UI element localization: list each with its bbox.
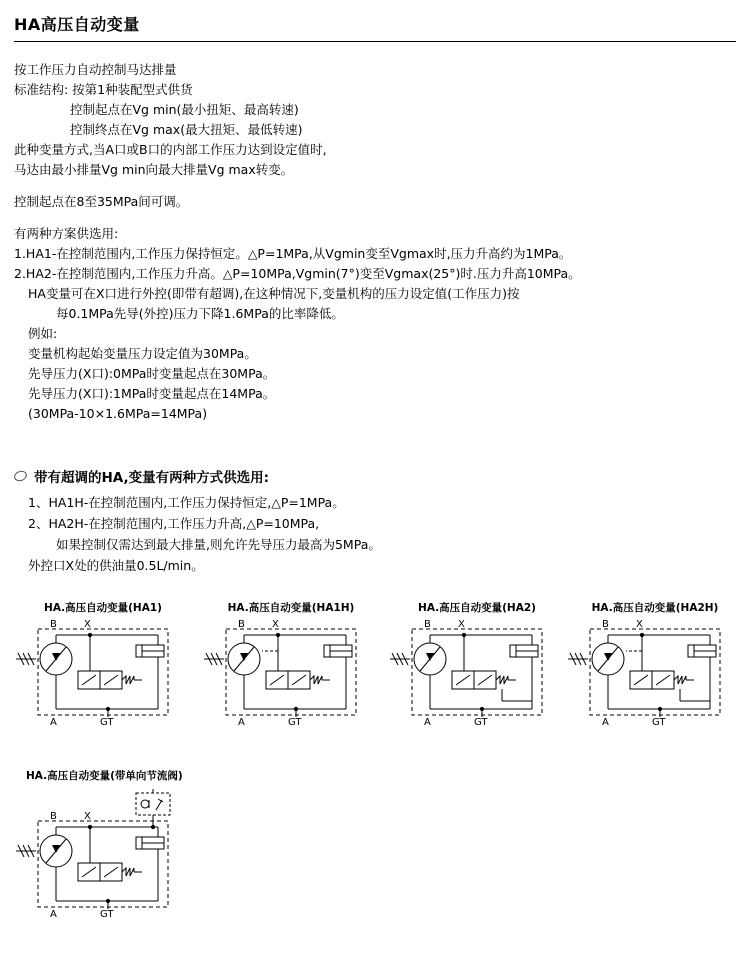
port-label-gt: GT: [100, 717, 114, 728]
intro-line-5: 此种变量方式,当A口或B口的内部工作压力达到设定值时,: [14, 142, 327, 157]
diagram-check-throttle-valve: [8, 768, 218, 929]
scheme-item-2a: HA变量可在X口进行外控(即带有超调),在这种情况下,变量机构的压力设定值(工作压力)按: [28, 286, 520, 301]
diagram-caption: HA.高压自动变量(带单向节流阀): [26, 770, 183, 782]
section-item-1: 1、HA1H-在控制范围内,工作压力保持恒定,△P=1MPa。: [28, 495, 345, 510]
intro-line-7: 控制起点在8至35MPa间可调。: [14, 194, 189, 209]
intro-line-3: 控制起点在Vg min(最小扭矩、最高转速): [70, 102, 299, 117]
port-label-gt: GT: [652, 717, 666, 728]
example-head: 例如:: [28, 326, 58, 341]
hydraulic-schematic-svg: [560, 621, 750, 731]
example-line-1: 变量机构起始变量压力设定值为30MPa。: [28, 346, 257, 361]
hydraulic-schematic-svg: [382, 621, 572, 731]
port-label-gt: GT: [288, 717, 302, 728]
port-label-b: B: [602, 619, 609, 630]
intro-line-2: 标准结构: 按第1种装配型式供货: [14, 82, 193, 97]
scheme-item-1: 1.HA1-在控制范围内,工作压力保持恒定。△P=1MPa,从Vgmin变至Vgmax时,压力升高约为1MPa。: [14, 246, 572, 261]
example-line-2: 先导压力(X口):0MPa时变量起点在30MPa。: [28, 366, 276, 381]
port-label-a: A: [50, 909, 57, 920]
diagram-ha1: [8, 600, 198, 728]
diagram-body: [8, 619, 176, 728]
port-label-a: A: [50, 717, 57, 728]
section-item-3: 外控口X处的供油量0.5L/min。: [28, 558, 204, 573]
port-label-a: A: [424, 717, 431, 728]
port-label-b: B: [238, 619, 245, 630]
diagram-caption: HA.高压自动变量(HA1H): [227, 602, 355, 614]
port-label-x: X: [272, 619, 279, 630]
scheme-item-2: 2.HA2-在控制范围内,工作压力升高。△P=10MPa,Vgmin(7°)变至Vgmax(25°)时.压力升高10MPa。: [14, 266, 581, 281]
intro-line-1: 按工作压力自动控制马达排量: [14, 62, 177, 77]
diagram-caption: HA.高压自动变量(HA2): [418, 602, 536, 614]
diagram-body: [382, 619, 550, 728]
example-line-4: (30MPa-10×1.6MPa=14MPa): [28, 406, 208, 421]
diagram-body: [196, 619, 364, 728]
port-label-b: B: [424, 619, 431, 630]
diagram-ha2: [382, 600, 572, 728]
diagram-ha1h: [196, 600, 386, 728]
section-heading-label: 带有超调的HA,变量有两种方式供选用:: [34, 470, 270, 486]
page-title: HA高压自动变量: [14, 15, 140, 34]
section-list: [14, 492, 736, 576]
port-label-x: X: [636, 619, 643, 630]
port-label-x: X: [458, 619, 465, 630]
hydraulic-schematic-svg: [8, 789, 218, 929]
port-label-x: X: [84, 619, 91, 630]
port-label-a: A: [238, 717, 245, 728]
port-label-a: A: [602, 717, 609, 728]
example-line-3: 先导压力(X口):1MPa时变量起点在14MPa。: [28, 386, 276, 401]
port-label-gt: GT: [474, 717, 488, 728]
diagram-caption: HA.高压自动变量(HA1): [44, 602, 162, 614]
schemes-head: 有两种方案供选用:: [14, 226, 119, 241]
section-item-2: 2、HA2H-在控制范围内,工作压力升高,△P=10MPa,: [28, 516, 320, 531]
port-label-gt: GT: [100, 909, 114, 920]
diagram-ha2h: [560, 600, 750, 728]
intro-line-6: 马达由最小排量Vg min向最大排量Vg max转变。: [14, 162, 294, 177]
body-text: [14, 60, 736, 424]
diagram-caption: HA.高压自动变量(HA2H): [591, 602, 719, 614]
port-label-b: B: [50, 811, 57, 822]
diagram-body: [8, 789, 218, 929]
scheme-item-2b: 每0.1MPa先导(外控)压力下降1.6MPa的比率降低。: [56, 306, 344, 321]
port-label-x: X: [84, 811, 91, 822]
title-divider: [14, 41, 736, 42]
diagram-body: [560, 619, 728, 728]
page-header: [14, 12, 736, 42]
hydraulic-schematic-svg: [8, 621, 198, 731]
port-label-b: B: [50, 619, 57, 630]
section-heading: [14, 466, 736, 486]
ellipse-bullet-icon: [13, 469, 29, 483]
hydraulic-schematic-svg: [196, 621, 386, 731]
section-item-2a: 如果控制仅需达到最大排量,则允许先导压力最高为5MPa。: [56, 537, 381, 552]
intro-line-4: 控制终点在Vg max(最大扭矩、最低转速): [70, 122, 303, 137]
